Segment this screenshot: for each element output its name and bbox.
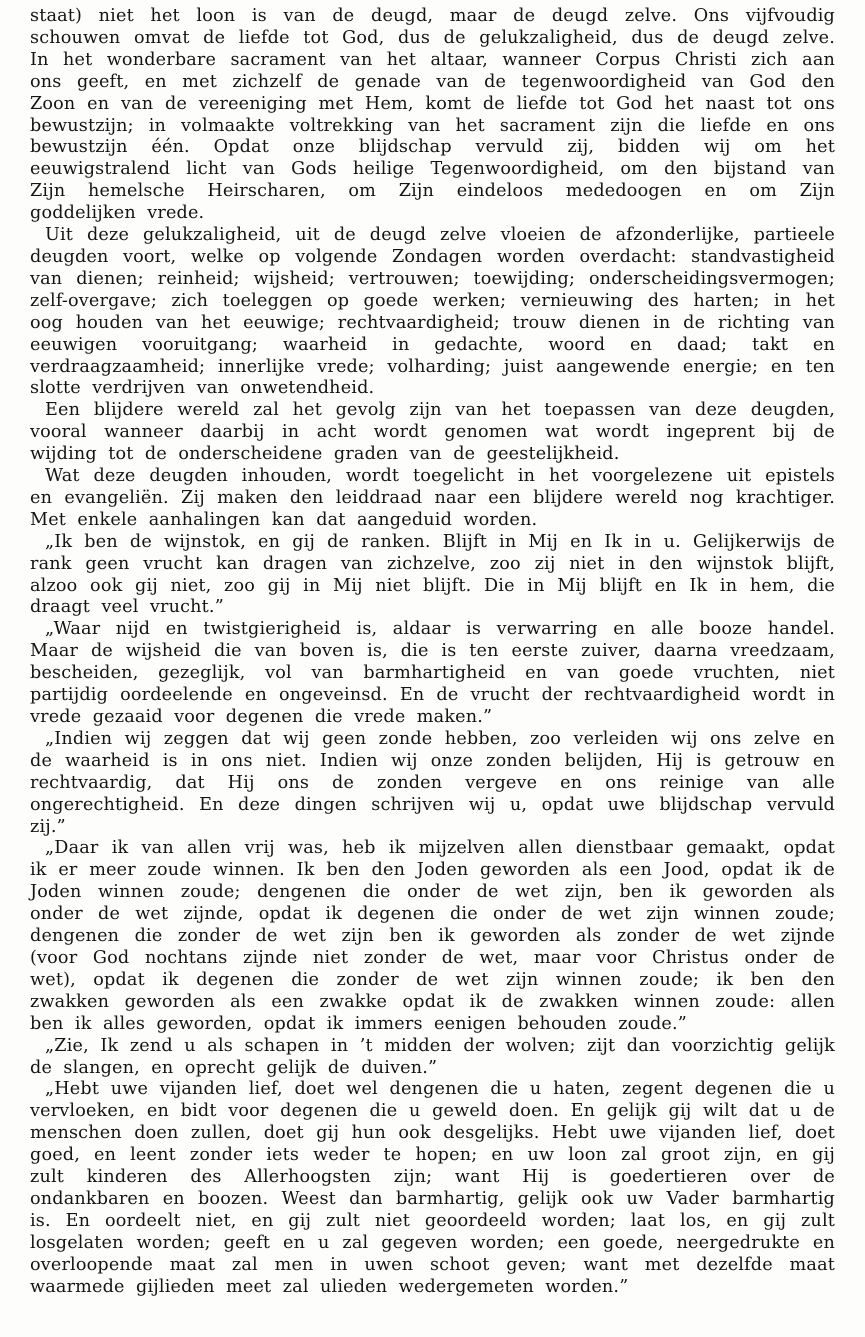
- paragraph-virtues-list: Uit deze gelukzaligheid, uit de deugd zelve vloeien de afzonderlijke, partieele deugden voort, welke op volgende Zondagen worden overdacht: standvastigheid van dienen; reinheid; wijsheid; vertrouwen; toewijding; onderscheidingsvermogen; zelf-overgave; zich toeleggen op goede werken; vernieuwing des harten; in het oog houden van het eeuwige; rechtvaardigheid; trouw dienen in de richting van eeuwigen vooruitgang; waarheid in gedachte, woord en daad; takt en verdraagzaamheid; innerlijke vrede; volharding; juist aangewende energie; en ten slotte verdrijven van onwetendheid.: [30, 225, 835, 399]
- quote-wijsheid: „Waar nijd en twistgierigheid is, aldaar is verwarring en alle booze handel. Maar de wijsheid die van boven is, die is ten eerste zuiver, daarna vreedzaam, bescheiden, gezeglijk, vol van barmhartigheid en van goede vruchten, niet partijdig oordeelende en ongeveinsd. En de vrucht der rechtvaardigheid wordt in vrede gezaaid voor degenen die vrede maken.”: [30, 619, 835, 727]
- paragraph-epistels: Wat deze deugden inhouden, wordt toegelicht in het voorgelezene uit epistels en evangeliën. Zij maken den leiddraad naar een blijdere wereld nog krachtiger. Met enkele aanhalingen kan dat aangeduid worden.: [30, 466, 835, 530]
- quote-allen-dienstbaar: „Daar ik van allen vrij was, heb ik mijzelven allen dienstbaar gemaakt, opdat ik er meer zoude winnen. Ik ben den Joden geworden als een Jood, opdat ik de Joden winnen zoude; dengenen die onder de wet zijn, ben ik geworden als onder de wet zijnde, opdat ik degenen die onder de wet zijn winnen zoude; dengenen die zonder de wet zijn ben ik geworden als zonder de wet zijnde (voor God nochtans zijnde niet zonder de wet, maar voor Christus onder de wet), opdat ik degenen die zonder de wet zijn winnen zoude; ik ben den zwakken geworden als een zwakke opdat ik de zwakken winnen zoude: allen ben ik alles geworden, opdat ik immers eenigen behouden zoude.”: [30, 838, 835, 1034]
- paragraph-blijdere-wereld: Een blijdere wereld zal het gevolg zijn van het toepassen van deze deugden, vooral wanneer daarbij in acht wordt genomen wat wordt ingeprent bij de wijding tot de onderscheidene graden van de geestelijkheid.: [30, 400, 835, 465]
- quote-zonde-belijden: „Indien wij zeggen dat wij geen zonde hebben, zoo verleiden wij ons zelve en de waarheid is in ons niet. Indien wij onze zonden belijden, Hij is getrouw en rechtvaardig, dat Hij ons de zonden vergeve en ons reinige van alle ongerechtigheid. En deze dingen schrijven wij u, opdat uwe blijdschap vervuld zij.”: [30, 728, 835, 837]
- paragraph-continuation: staat) niet het loon is van de deugd, maar de deugd zelve. Ons vijfvoudig schouwen omvat de liefde tot God, dus de gelukzaligheid, dus de deugd zelve. In het wonderbare sacrament van het altaar, wanneer Corpus Christi zich aan ons geeft, en met zichzelf de genade van de tegenwoordigheid van God den Zoon en van de vereeniging met Hem, komt de liefde tot God het naast tot ons bewustzijn; in volmaakte voltrekking van het sacrament zijn die liefde en ons bewustzijn één. Opdat onze blijdschap vervuld zij, bidden wij om het eeuwigstralend licht van Gods heilige Tegenwoordigheid, om den bijstand van Zijn hemelsche Heirscharen, om Zijn eindeloos mededoogen en om Zijn goddelijken vrede.: [30, 6, 835, 224]
- quote-schapen-wolven: „Zie, Ik zend u als schapen in ’t midden der wolven; zijt dan voorzichtig gelijk de slangen, en oprecht gelijk de duiven.”: [30, 1035, 835, 1078]
- quote-vijanden-lief: „Hebt uwe vijanden lief, doet wel dengenen die u haten, zegent degenen die u vervloeken, en bidt voor degenen die u geweld doen. En gelijk gij wilt dat u de menschen doen zullen, doet gij hun ook desgelijks. Hebt uwe vijanden lief, doet goed, en leent zonder iets weder te hopen; en uw loon zal groot zijn, en gij zult kinderen des Allerhoogsten zijn; want Hij is goedertieren over de ondankbaren en boozen. Weest dan barmhartig, gelijk ook uw Vader barmhartig is. En oordeelt niet, en gij zult niet geoordeeld worden; laat los, en gij zult losgelaten worden; geeft en u zal gegeven worden; een goede, neergedrukte en overloopende maat zal men in uwen schoot geven; want met dezelfde maat waarmede gijlieden meet zal ulieden wedergemeten worden.”: [30, 1079, 835, 1297]
- quote-wijnstok: „Ik ben de wijnstok, en gij de ranken. Blijft in Mij en Ik in u. Gelijkerwijs de rank geen vrucht kan dragen van zichzelve, zoo zij niet in den wijnstok blijft, alzoo ook gij niet, zoo gij in Mij niet blijft. Die in Mij blijft en Ik in hem, die draagt veel vrucht.”: [30, 531, 835, 618]
